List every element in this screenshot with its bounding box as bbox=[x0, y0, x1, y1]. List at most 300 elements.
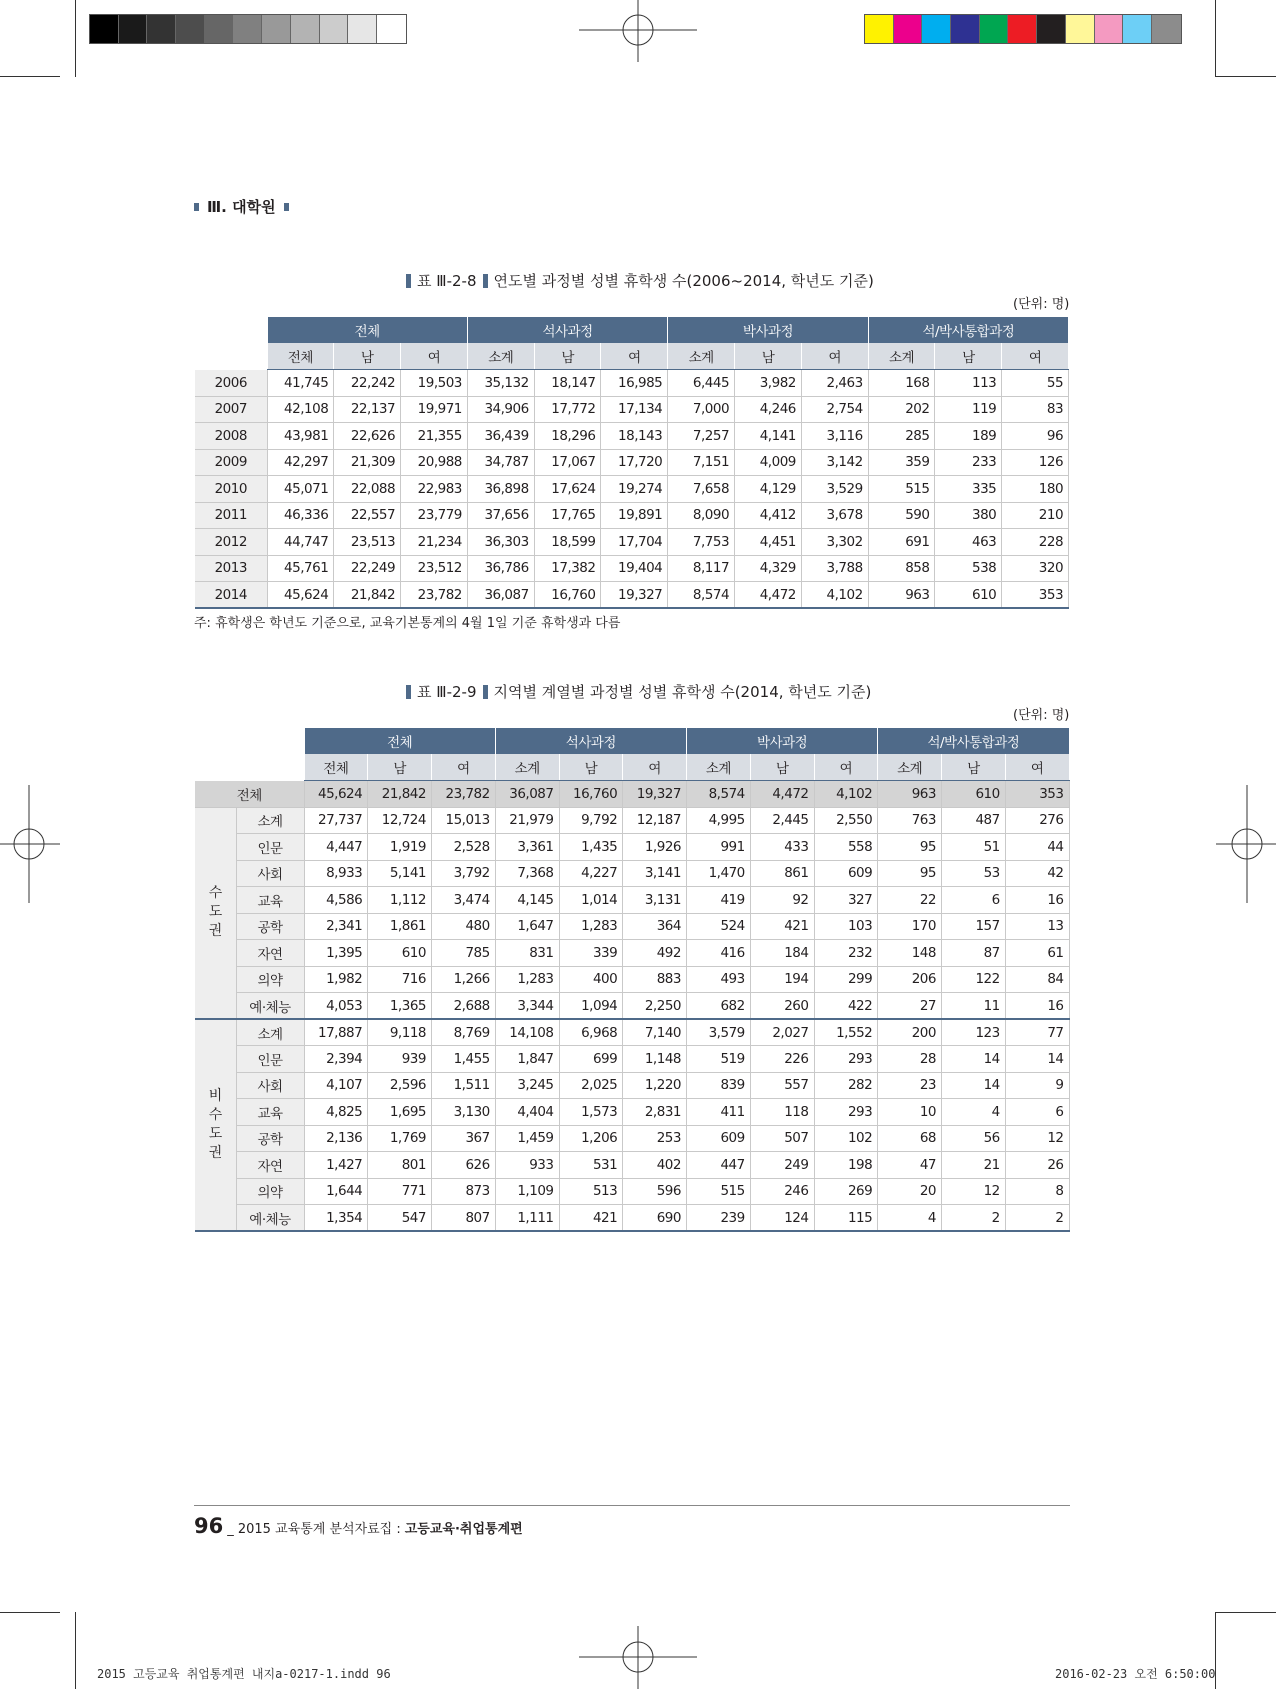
table-cell: 45,624 bbox=[267, 582, 334, 609]
table-cell: 9,792 bbox=[559, 807, 623, 834]
table-cell: 4,141 bbox=[735, 423, 802, 450]
table-cell: 18,296 bbox=[534, 423, 601, 450]
table-cell: 95 bbox=[878, 834, 942, 861]
table-row bbox=[195, 1205, 1069, 1232]
table-cell: 419 bbox=[687, 887, 751, 914]
table-cell: 7,658 bbox=[668, 476, 735, 503]
caption-bar-icon bbox=[406, 685, 411, 699]
table-cell: 547 bbox=[368, 1205, 432, 1232]
table-row bbox=[195, 582, 1069, 609]
color-swatch bbox=[865, 15, 894, 43]
row-field-label: 인문 bbox=[236, 834, 304, 861]
table-cell: 2,463 bbox=[801, 370, 868, 397]
table-cell: 7,753 bbox=[668, 529, 735, 556]
column-subheader: 전체 bbox=[304, 754, 368, 781]
table-cell: 96 bbox=[1002, 423, 1069, 450]
table-cell: 3,982 bbox=[735, 370, 802, 397]
table-row bbox=[195, 993, 1069, 1020]
table-row bbox=[195, 860, 1069, 887]
table-cell: 15,013 bbox=[432, 807, 496, 834]
table-row bbox=[195, 834, 1069, 861]
table-cell: 421 bbox=[750, 913, 814, 940]
table-cell: 963 bbox=[868, 582, 935, 609]
caption-bar-icon bbox=[483, 274, 488, 288]
table-cell: 3,130 bbox=[432, 1099, 496, 1126]
table-cell: 538 bbox=[935, 555, 1002, 582]
table-cell: 939 bbox=[368, 1046, 432, 1073]
table-cell: 14,108 bbox=[495, 1019, 559, 1046]
table-cell: 35,132 bbox=[467, 370, 534, 397]
table-cell: 12,187 bbox=[623, 807, 687, 834]
table-cell: 4,129 bbox=[735, 476, 802, 503]
table-cell: 233 bbox=[935, 449, 1002, 476]
table-cell: 1,283 bbox=[495, 966, 559, 993]
row-field-label: 의약 bbox=[236, 966, 304, 993]
column-subheader: 소계 bbox=[495, 754, 559, 781]
table-cell: 515 bbox=[868, 476, 935, 503]
table-cell: 27 bbox=[878, 993, 942, 1020]
table-cell: 246 bbox=[750, 1178, 814, 1205]
table-cell: 519 bbox=[687, 1046, 751, 1073]
table-cell: 19,274 bbox=[601, 476, 668, 503]
table-cell: 17,067 bbox=[534, 449, 601, 476]
column-subheader: 남 bbox=[750, 754, 814, 781]
table-cell: 21,842 bbox=[334, 582, 401, 609]
table-cell: 807 bbox=[432, 1205, 496, 1232]
table-cell: 1,455 bbox=[432, 1046, 496, 1073]
table-cell: 6,968 bbox=[559, 1019, 623, 1046]
table-cell: 1,861 bbox=[368, 913, 432, 940]
table-cell: 4,145 bbox=[495, 887, 559, 914]
table-cell: 17,704 bbox=[601, 529, 668, 556]
crop-mark bbox=[1215, 0, 1216, 77]
table-cell: 10 bbox=[878, 1099, 942, 1126]
table-cell: 2,250 bbox=[623, 993, 687, 1020]
table-cell: 8,933 bbox=[304, 860, 368, 887]
table-cell: 2,445 bbox=[750, 807, 814, 834]
table1-caption bbox=[406, 270, 874, 291]
column-subheader: 남 bbox=[559, 754, 623, 781]
row-field-label: 교육 bbox=[236, 1099, 304, 1126]
table-cell: 115 bbox=[814, 1205, 878, 1232]
crop-mark bbox=[1215, 76, 1276, 77]
table-cell: 883 bbox=[623, 966, 687, 993]
table-cell: 119 bbox=[935, 396, 1002, 423]
caption-bar-icon bbox=[483, 685, 488, 699]
table-cell: 226 bbox=[750, 1046, 814, 1073]
table-cell: 299 bbox=[814, 966, 878, 993]
row-field-label: 인문 bbox=[236, 1046, 304, 1073]
table1-caption-text: 연도별 과정별 성별 휴학생 수(2006~2014, 학년도 기준) bbox=[493, 272, 874, 290]
region-label: 수 도 권 bbox=[195, 807, 236, 1019]
table-cell: 43,981 bbox=[267, 423, 334, 450]
table-cell: 421 bbox=[559, 1205, 623, 1232]
table-cell: 12,724 bbox=[368, 807, 432, 834]
section-header bbox=[194, 196, 289, 217]
table-cell: 524 bbox=[687, 913, 751, 940]
table-cell: 380 bbox=[935, 502, 1002, 529]
table-cell: 34,787 bbox=[467, 449, 534, 476]
table-cell: 16,985 bbox=[601, 370, 668, 397]
table-cell: 293 bbox=[814, 1099, 878, 1126]
page-number: 96 bbox=[194, 1514, 224, 1538]
table-cell: 5,141 bbox=[368, 860, 432, 887]
color-swatch bbox=[894, 15, 923, 43]
table-row bbox=[195, 1046, 1069, 1073]
table-cell: 1,354 bbox=[304, 1205, 368, 1232]
table-cell: 148 bbox=[878, 940, 942, 967]
table-cell: 3,788 bbox=[801, 555, 868, 582]
table-cell: 1,470 bbox=[687, 860, 751, 887]
table-cell: 92 bbox=[750, 887, 814, 914]
table-cell: 17,765 bbox=[534, 502, 601, 529]
table1-corner bbox=[195, 317, 267, 344]
table-cell: 3,141 bbox=[623, 860, 687, 887]
table-cell: 1,695 bbox=[368, 1099, 432, 1126]
table-cell: 1,014 bbox=[559, 887, 623, 914]
table-cell: 47 bbox=[878, 1152, 942, 1179]
table1-caption-id: 표 Ⅲ-2-8 bbox=[417, 272, 477, 290]
column-subheader: 남 bbox=[334, 343, 401, 370]
table-cell: 4,447 bbox=[304, 834, 368, 861]
table-cell: 21,842 bbox=[368, 781, 432, 808]
table-cell: 14 bbox=[1005, 1046, 1069, 1073]
table-cell: 210 bbox=[1002, 502, 1069, 529]
table-cell: 7,257 bbox=[668, 423, 735, 450]
table-cell: 1,769 bbox=[368, 1125, 432, 1152]
table-cell: 4,102 bbox=[814, 781, 878, 808]
table-cell: 933 bbox=[495, 1152, 559, 1179]
table-cell: 1,435 bbox=[559, 834, 623, 861]
table-cell: 34,906 bbox=[467, 396, 534, 423]
table-cell: 19,891 bbox=[601, 502, 668, 529]
row-year-label: 2008 bbox=[195, 423, 267, 450]
table-cell: 44,747 bbox=[267, 529, 334, 556]
table-cell: 320 bbox=[1002, 555, 1069, 582]
table-cell: 9 bbox=[1005, 1072, 1069, 1099]
table-cell: 269 bbox=[814, 1178, 878, 1205]
table-cell: 690 bbox=[623, 1205, 687, 1232]
table-cell: 200 bbox=[878, 1019, 942, 1046]
table-cell: 194 bbox=[750, 966, 814, 993]
table-cell: 4,451 bbox=[735, 529, 802, 556]
table-cell: 22,983 bbox=[401, 476, 468, 503]
table-cell: 232 bbox=[814, 940, 878, 967]
table-cell: 2 bbox=[942, 1205, 1006, 1232]
table-cell: 7,151 bbox=[668, 449, 735, 476]
table-cell: 2,394 bbox=[304, 1046, 368, 1073]
table-cell: 7,368 bbox=[495, 860, 559, 887]
table-cell: 22,249 bbox=[334, 555, 401, 582]
table-cell: 46,336 bbox=[267, 502, 334, 529]
table-row bbox=[195, 529, 1069, 556]
table-cell: 507 bbox=[750, 1125, 814, 1152]
table-cell: 359 bbox=[868, 449, 935, 476]
table-cell: 609 bbox=[687, 1125, 751, 1152]
table-row bbox=[195, 1019, 1069, 1046]
table-cell: 124 bbox=[750, 1205, 814, 1232]
table-cell: 411 bbox=[687, 1099, 751, 1126]
table-cell: 3,474 bbox=[432, 887, 496, 914]
table-cell: 2,136 bbox=[304, 1125, 368, 1152]
color-swatch bbox=[1008, 15, 1037, 43]
crop-mark bbox=[1215, 1612, 1276, 1613]
table-cell: 23,782 bbox=[401, 582, 468, 609]
table-cell: 36,786 bbox=[467, 555, 534, 582]
table-cell: 8,769 bbox=[432, 1019, 496, 1046]
table-cell: 4,472 bbox=[750, 781, 814, 808]
column-subheader: 전체 bbox=[267, 343, 334, 370]
table-row bbox=[195, 940, 1069, 967]
table-cell: 8,574 bbox=[668, 582, 735, 609]
table-cell: 2 bbox=[1005, 1205, 1069, 1232]
table-cell: 1,573 bbox=[559, 1099, 623, 1126]
table-row bbox=[195, 555, 1069, 582]
color-swatch bbox=[119, 15, 148, 43]
row-year-label: 2013 bbox=[195, 555, 267, 582]
table-cell: 2,341 bbox=[304, 913, 368, 940]
table-cell: 23,782 bbox=[432, 781, 496, 808]
table-cell: 1,511 bbox=[432, 1072, 496, 1099]
color-swatch bbox=[205, 15, 234, 43]
row-field-label: 공학 bbox=[236, 913, 304, 940]
table-cell: 991 bbox=[687, 834, 751, 861]
color-swatch bbox=[348, 15, 377, 43]
table-cell: 1,112 bbox=[368, 887, 432, 914]
table-cell: 2,688 bbox=[432, 993, 496, 1020]
table-cell: 17,887 bbox=[304, 1019, 368, 1046]
table-cell: 22,626 bbox=[334, 423, 401, 450]
column-group-header: 석사과정 bbox=[495, 728, 686, 755]
table-cell: 4,995 bbox=[687, 807, 751, 834]
table-cell: 610 bbox=[935, 582, 1002, 609]
table-cell: 4,329 bbox=[735, 555, 802, 582]
table-cell: 6 bbox=[1005, 1099, 1069, 1126]
table-cell: 53 bbox=[942, 860, 1006, 887]
table-cell: 19,971 bbox=[401, 396, 468, 423]
table-row bbox=[195, 449, 1069, 476]
table-cell: 335 bbox=[935, 476, 1002, 503]
table-cell: 198 bbox=[814, 1152, 878, 1179]
color-swatch bbox=[1095, 15, 1124, 43]
registration-mark-icon bbox=[1216, 785, 1276, 903]
table-cell: 14 bbox=[942, 1072, 1006, 1099]
table-cell: 16,760 bbox=[534, 582, 601, 609]
table-cell: 21,234 bbox=[401, 529, 468, 556]
row-field-label: 예·체능 bbox=[236, 993, 304, 1020]
color-swatch bbox=[951, 15, 980, 43]
registration-mark-icon bbox=[579, 1626, 697, 1689]
table-cell: 699 bbox=[559, 1046, 623, 1073]
column-group-header: 석/박사통합과정 bbox=[878, 728, 1069, 755]
table-cell: 184 bbox=[750, 940, 814, 967]
table-row bbox=[195, 1099, 1069, 1126]
color-swatch bbox=[90, 15, 119, 43]
table-cell: 157 bbox=[942, 913, 1006, 940]
table-cell: 716 bbox=[368, 966, 432, 993]
row-field-label: 소계 bbox=[236, 807, 304, 834]
column-subheader: 여 bbox=[601, 343, 668, 370]
table-cell: 487 bbox=[942, 807, 1006, 834]
table-cell: 16 bbox=[1005, 993, 1069, 1020]
row-field-label: 소계 bbox=[236, 1019, 304, 1046]
column-group-header: 박사과정 bbox=[687, 728, 878, 755]
table-cell: 353 bbox=[1002, 582, 1069, 609]
table-cell: 168 bbox=[868, 370, 935, 397]
table-cell: 103 bbox=[814, 913, 878, 940]
column-subheader: 여 bbox=[401, 343, 468, 370]
color-swatch bbox=[233, 15, 262, 43]
table-cell: 21,355 bbox=[401, 423, 468, 450]
table-cell: 113 bbox=[935, 370, 1002, 397]
table-cell: 22 bbox=[878, 887, 942, 914]
table-cell: 19,327 bbox=[623, 781, 687, 808]
table-cell: 402 bbox=[623, 1152, 687, 1179]
table1 bbox=[195, 316, 1069, 609]
table-cell: 12 bbox=[942, 1178, 1006, 1205]
color-swatch bbox=[922, 15, 951, 43]
table-cell: 122 bbox=[942, 966, 1006, 993]
table-cell: 609 bbox=[814, 860, 878, 887]
table-row bbox=[195, 807, 1069, 834]
table-cell: 6,445 bbox=[668, 370, 735, 397]
table-cell: 463 bbox=[935, 529, 1002, 556]
table-cell: 771 bbox=[368, 1178, 432, 1205]
table-cell: 4,472 bbox=[735, 582, 802, 609]
table-cell: 4,586 bbox=[304, 887, 368, 914]
table1-unit: (단위: 명) bbox=[1013, 297, 1070, 312]
table-row bbox=[195, 887, 1069, 914]
table-cell: 22,088 bbox=[334, 476, 401, 503]
column-subheader: 남 bbox=[942, 754, 1006, 781]
table-row-total bbox=[195, 781, 1069, 808]
table-cell: 20,988 bbox=[401, 449, 468, 476]
table-cell: 422 bbox=[814, 993, 878, 1020]
table-cell: 8 bbox=[1005, 1178, 1069, 1205]
table-cell: 1,647 bbox=[495, 913, 559, 940]
table-cell: 123 bbox=[942, 1019, 1006, 1046]
row-year-label: 2007 bbox=[195, 396, 267, 423]
table-cell: 7,000 bbox=[668, 396, 735, 423]
row-total-label: 전체 bbox=[195, 781, 304, 808]
table-cell: 239 bbox=[687, 1205, 751, 1232]
table-cell: 18,147 bbox=[534, 370, 601, 397]
table-cell: 861 bbox=[750, 860, 814, 887]
table-cell: 4,825 bbox=[304, 1099, 368, 1126]
print-slug-right: 2016-02-23 오전 6:50:00 bbox=[1055, 1667, 1216, 1681]
table-row bbox=[195, 1152, 1069, 1179]
table-cell: 6 bbox=[942, 887, 1006, 914]
table-cell: 36,087 bbox=[467, 582, 534, 609]
color-swatch bbox=[291, 15, 320, 43]
crop-mark bbox=[0, 76, 60, 77]
table-cell: 1,148 bbox=[623, 1046, 687, 1073]
table-cell: 1,206 bbox=[559, 1125, 623, 1152]
crop-mark bbox=[75, 0, 76, 77]
page-footer bbox=[194, 1514, 523, 1538]
table-cell: 515 bbox=[687, 1178, 751, 1205]
table-row bbox=[195, 370, 1069, 397]
table-cell: 14 bbox=[942, 1046, 1006, 1073]
table2 bbox=[195, 727, 1070, 1232]
table-cell: 493 bbox=[687, 966, 751, 993]
table-cell: 260 bbox=[750, 993, 814, 1020]
table2-caption-text: 지역별 계열별 과정별 성별 휴학생 수(2014, 학년도 기준) bbox=[493, 683, 872, 701]
table-cell: 3,302 bbox=[801, 529, 868, 556]
table-cell: 51 bbox=[942, 834, 1006, 861]
color-swatch bbox=[320, 15, 349, 43]
column-subheader: 남 bbox=[534, 343, 601, 370]
registration-mark-icon bbox=[579, 0, 697, 62]
table-cell: 610 bbox=[942, 781, 1006, 808]
table2-corner bbox=[195, 728, 304, 755]
table-cell: 44 bbox=[1005, 834, 1069, 861]
table-cell: 1,552 bbox=[814, 1019, 878, 1046]
table-row bbox=[195, 1178, 1069, 1205]
column-subheader: 여 bbox=[814, 754, 878, 781]
table-cell: 3,116 bbox=[801, 423, 868, 450]
table-cell: 36,087 bbox=[495, 781, 559, 808]
table-row bbox=[195, 966, 1069, 993]
table-cell: 276 bbox=[1005, 807, 1069, 834]
table-cell: 41,745 bbox=[267, 370, 334, 397]
table-cell: 18,143 bbox=[601, 423, 668, 450]
table-cell: 20 bbox=[878, 1178, 942, 1205]
table-cell: 339 bbox=[559, 940, 623, 967]
table-cell: 16,760 bbox=[559, 781, 623, 808]
table-cell: 327 bbox=[814, 887, 878, 914]
table-cell: 27,737 bbox=[304, 807, 368, 834]
table-cell: 22,137 bbox=[334, 396, 401, 423]
color-swatch bbox=[1037, 15, 1066, 43]
table-cell: 19,503 bbox=[401, 370, 468, 397]
column-subheader: 소계 bbox=[878, 754, 942, 781]
footer-divider bbox=[194, 1505, 1070, 1506]
table-cell: 21,309 bbox=[334, 449, 401, 476]
table-cell: 433 bbox=[750, 834, 814, 861]
table-cell: 364 bbox=[623, 913, 687, 940]
column-subheader: 남 bbox=[935, 343, 1002, 370]
table-cell: 839 bbox=[687, 1072, 751, 1099]
column-subheader: 여 bbox=[623, 754, 687, 781]
section-title: Ⅲ. 대학원 bbox=[207, 198, 276, 216]
table-cell: 17,382 bbox=[534, 555, 601, 582]
crop-mark bbox=[0, 1612, 60, 1613]
table-cell: 180 bbox=[1002, 476, 1069, 503]
column-subheader: 여 bbox=[1005, 754, 1069, 781]
table-cell: 1,220 bbox=[623, 1072, 687, 1099]
table-cell: 4,053 bbox=[304, 993, 368, 1020]
column-subheader: 여 bbox=[1002, 343, 1069, 370]
table-cell: 282 bbox=[814, 1072, 878, 1099]
table-cell: 16 bbox=[1005, 887, 1069, 914]
table-cell: 858 bbox=[868, 555, 935, 582]
table-cell: 8,090 bbox=[668, 502, 735, 529]
table-row bbox=[195, 1072, 1069, 1099]
table-cell: 2,027 bbox=[750, 1019, 814, 1046]
table-cell: 353 bbox=[1005, 781, 1069, 808]
table2-caption bbox=[406, 681, 871, 702]
table-cell: 4,009 bbox=[735, 449, 802, 476]
table-cell: 118 bbox=[750, 1099, 814, 1126]
table-cell: 3,678 bbox=[801, 502, 868, 529]
table-cell: 285 bbox=[868, 423, 935, 450]
table-cell: 45,624 bbox=[304, 781, 368, 808]
table-cell: 12 bbox=[1005, 1125, 1069, 1152]
table-cell: 23,513 bbox=[334, 529, 401, 556]
row-field-label: 자연 bbox=[236, 940, 304, 967]
table-cell: 400 bbox=[559, 966, 623, 993]
